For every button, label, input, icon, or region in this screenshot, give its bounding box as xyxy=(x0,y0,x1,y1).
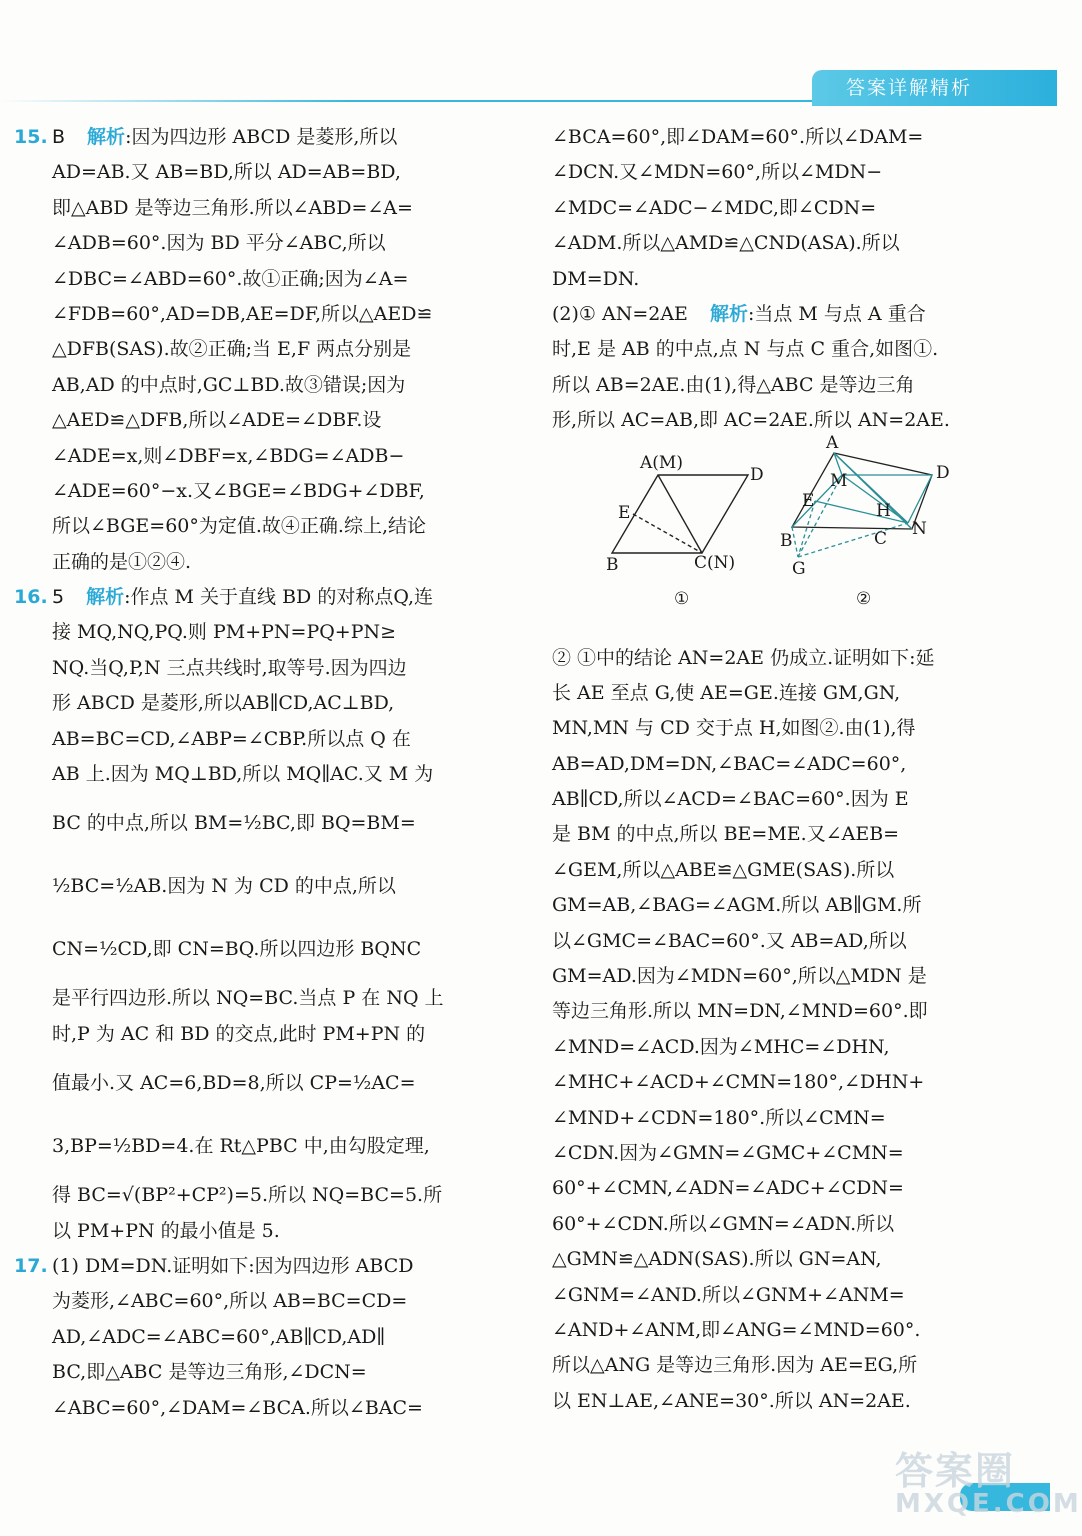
fig1-label-b: B xyxy=(606,554,619,575)
fig2-label-e: E xyxy=(802,490,815,511)
fig1-label-d: D xyxy=(750,464,764,485)
text-line: △AED≌△DFB,所以∠ADE=∠DBF.设 xyxy=(52,409,382,432)
text-line: 为菱形,∠ABC=60°,所以 AB=BC=CD= xyxy=(52,1290,408,1313)
fig2-label-h: H xyxy=(876,500,891,521)
text-line: MN,MN 与 CD 交于点 H,如图②.由(1),得 xyxy=(552,717,916,740)
text-line-fraction: BC 的中点,所以 BM=½BC,即 BQ=BM= xyxy=(52,812,416,835)
fig2-label-b: B xyxy=(780,530,793,551)
fig2-label-d: D xyxy=(936,462,950,483)
q16-first-line xyxy=(14,580,498,615)
text-line-radical: 得 BC=√(BP²+CP²)=5.所以 NQ=BC=5.所 xyxy=(52,1184,443,1207)
text-line: GM=AB,∠BAG=∠AGM.所以 AB∥GM.所 xyxy=(552,894,922,917)
text-line: DM=DN. xyxy=(552,267,640,290)
text-line: AB 上.因为 MQ⊥BD,所以 MQ∥AC.又 M 为 xyxy=(52,763,434,786)
text-line: BC,即△ABC 是等边三角形,∠DCN= xyxy=(52,1361,367,1384)
q16-label: 解析 xyxy=(86,586,125,609)
q15-number: 15. xyxy=(14,126,48,148)
text-line: NQ.当Q,P,N 三点共线时,取等号.因为四边 xyxy=(52,656,407,679)
text-line: 等边三角形.所以 MN=DN,∠MND=60°.即 xyxy=(552,1000,928,1023)
q16-text: :作点 M 关于直线 BD 的对称点Q,连 xyxy=(124,586,433,609)
geometry-figures xyxy=(552,432,1016,641)
text-line: AD=AB.又 AB=BD,所以 AD=AB=BD, xyxy=(52,161,401,184)
text-line: GM=AD.因为∠MDN=60°,所以△MDN 是 xyxy=(552,965,927,988)
text-line: △GMN≌△ADN(SAS).所以 GN=AN, xyxy=(552,1248,882,1271)
text-line: 60°+∠CMN,∠ADN=∠ADC+∠CDN= xyxy=(552,1177,904,1200)
text-line: 长 AE 至点 G,使 AE=GE.连接 GM,GN, xyxy=(552,681,901,704)
q15-first-line xyxy=(14,120,498,155)
text-line: ∠ADE=x,则∠DBF=x,∠BDG=∠ADB− xyxy=(52,444,405,467)
fig2-label-n: N xyxy=(912,518,927,539)
text-line-fraction: CN=½CD,即 CN=BQ.所以四边形 BQNC xyxy=(52,938,422,961)
part2-text: :当点 M 与点 A 重合 xyxy=(747,302,926,325)
text-line: 时,E 是 AB 的中点,点 N 与点 C 重合,如图①. xyxy=(552,338,939,361)
fig2-label-c: C xyxy=(874,528,888,549)
text-line: 形,所以 AC=AB,即 AC=2AE.所以 AN=2AE. xyxy=(552,409,950,432)
text-line-fraction: 3,BP=½BD=4.在 Rt△PBC 中,由勾股定理, xyxy=(52,1135,430,1158)
text-line: ∠ABC=60°,∠DAM=∠BCA.所以∠BAC= xyxy=(52,1396,423,1419)
header-title: 答案详解精析 xyxy=(846,77,973,99)
q17-number: 17. xyxy=(14,1254,48,1277)
q17-first-line xyxy=(14,1249,498,1284)
fig2-label-g: G xyxy=(792,558,806,579)
text-line-fraction: ½BC=½AB.因为 N 为 CD 的中点,所以 xyxy=(52,875,396,898)
text-line: AB,AD 的中点时,GC⊥BD.故③错误;因为 xyxy=(52,373,406,396)
text-line: ∠MDC=∠ADC−∠MDC,即∠CDN= xyxy=(552,196,877,219)
text-line: 以∠GMC=∠BAC=60°.又 AB=AD,所以 xyxy=(552,929,907,952)
text-line: 时,P 为 AC 和 BD 的交点,此时 PM+PN 的 xyxy=(52,1022,426,1045)
fig2-bg xyxy=(792,527,798,557)
fig1-label-e: E xyxy=(618,502,631,523)
text-line: 以 PM+PN 的最小值是 5. xyxy=(52,1219,280,1242)
text-line: ∠ADB=60°.因为 BD 平分∠ABC,所以 xyxy=(52,232,386,255)
fig1-label-c: C(N) xyxy=(694,552,736,573)
text-line-fraction: 值最小.又 AC=6,BD=8,所以 CP=½AC= xyxy=(52,1072,416,1095)
text-line: AB=AD,DM=DN,∠BAC=∠ADC=60°, xyxy=(552,752,907,775)
part2-label: 解析 xyxy=(709,302,748,325)
text-line: AB∥CD,所以∠ACD=∠BAC=60°.因为 E xyxy=(552,788,909,811)
watermark-logo xyxy=(895,1440,1082,1530)
q16-number: 16. xyxy=(14,586,48,609)
text-line: 是平行四边形.所以 NQ=BC.当点 P 在 NQ 上 xyxy=(52,987,444,1010)
left-column xyxy=(14,120,498,1426)
text-line: 以 EN⊥AE,∠ANE=30°.所以 AN=2AE. xyxy=(552,1389,911,1412)
text-line: ∠FDB=60°,AD=DB,AE=DF,所以△AED≌ xyxy=(52,302,433,325)
fig1-diagonal-ac xyxy=(658,475,702,553)
fig2-caption: ② xyxy=(856,588,872,609)
text-line: ∠MND+∠CDN=180°.所以∠CMN= xyxy=(552,1106,886,1129)
text-line: ∠GEM,所以△ABE≌△GME(SAS).所以 xyxy=(552,858,895,881)
text-line: 所以 AB=2AE.由(1),得△ABC 是等边三角 xyxy=(552,373,915,396)
part2-first-line xyxy=(552,297,1016,332)
text-line: △DFB(SAS).故②正确;当 E,F 两点分别是 xyxy=(52,338,412,361)
text-line: 60°+∠CDN.所以∠GMN=∠ADN.所以 xyxy=(552,1212,895,1235)
text-line: 是 BM 的中点,所以 BE=ME.又∠AEB= xyxy=(552,823,900,846)
text-line: ∠DCN.又∠MDN=60°,所以∠MDN− xyxy=(552,161,883,184)
text-line: ∠GNM=∠AND.所以∠GNM+∠ANM= xyxy=(552,1283,905,1306)
watermark-line2: MXQE.COM xyxy=(895,1489,1082,1519)
text-line: ∠CDN.因为∠GMN=∠GMC+∠CMN= xyxy=(552,1141,904,1164)
fig2-label-m: M xyxy=(830,470,848,491)
text-line: ∠AND+∠ANM,即∠ANG=∠MND=60°. xyxy=(552,1318,921,1341)
q15-text: :因为四边形 ABCD 是菱形,所以 xyxy=(125,126,398,148)
text-line: ∠MHC+∠ACD+∠CMN=180°,∠DHN+ xyxy=(552,1071,925,1094)
fig1-caption: ① xyxy=(674,588,690,609)
part2-answer: (2)① AN=2AE xyxy=(552,302,688,325)
header-tab xyxy=(812,70,1057,106)
fig2-dn xyxy=(908,475,932,523)
q16-answer: 5 xyxy=(52,586,65,609)
text-line: 接 MQ,NQ,PQ.则 PM+PN=PQ+PN≥ xyxy=(52,621,397,644)
text-line: 即△ABD 是等边三角形.所以∠ABD=∠A= xyxy=(52,196,413,219)
fig2-label-a: A xyxy=(826,432,839,453)
fig1-label-a: A(M) xyxy=(640,452,683,473)
text-line: ∠ADM.所以△AMD≌△CND(ASA).所以 xyxy=(552,232,900,255)
figure-1 xyxy=(612,475,748,553)
text-line: AD,∠ADC=∠ABC=60°,AB∥CD,AD∥ xyxy=(52,1325,386,1348)
text-line: 所以∠BGE=60°为定值.故④正确.综上,结论 xyxy=(52,515,426,538)
right-column xyxy=(552,120,1016,1419)
text-line: ∠DBC=∠ABD=60°.故①正确;因为∠A= xyxy=(52,267,409,290)
text-line: ∠MND=∠ACD.因为∠MHC=∠DHN, xyxy=(552,1035,890,1058)
q15-answer: B xyxy=(52,126,66,148)
text-line: 所以△ANG 是等边三角形.因为 AE=EG,所 xyxy=(552,1354,918,1377)
q15-label: 解析 xyxy=(87,126,126,148)
text-line: ② ①中的结论 AN=2AE 仍成立.证明如下:延 xyxy=(552,646,935,669)
watermark-line1: 答案圈 xyxy=(895,1449,1016,1493)
text-line: AB=BC=CD,∠ABP=∠CBP.所以点 Q 在 xyxy=(52,727,411,750)
text-line: 形 ABCD 是菱形,所以AB∥CD,AC⊥BD, xyxy=(52,692,395,715)
text-line: ∠ADE=60°−x.又∠BGE=∠BDG+∠DBF, xyxy=(52,479,425,502)
text-line: 正确的是①②④. xyxy=(52,550,192,573)
text-line: ∠BCA=60°,即∠DAM=60°.所以∠DAM= xyxy=(552,126,924,148)
q17-text: (1) DM=DN.证明如下:因为四边形 ABCD xyxy=(52,1254,414,1277)
